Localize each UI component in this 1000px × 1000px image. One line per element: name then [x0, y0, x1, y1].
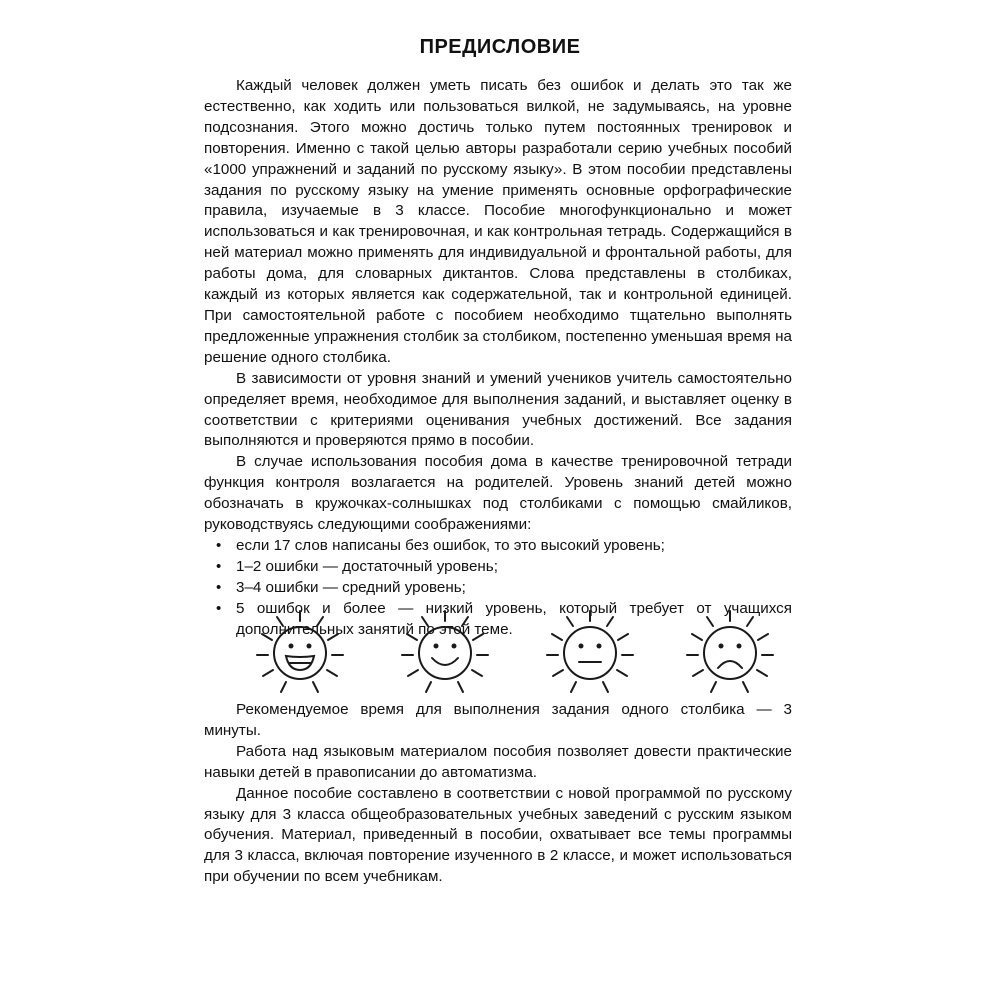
bullet-icon: • — [216, 578, 222, 596]
preface-top-text — [204, 76, 792, 640]
list-item — [204, 536, 792, 557]
paragraph: Рекомендуемое время для выполнения задания одного столбика — 3 минуты. — [204, 701, 792, 739]
list-item-text: если 17 слов написаны без ошибок, то это высокий уровень; — [236, 536, 665, 554]
bullet-icon: • — [216, 536, 222, 554]
smiley-suns-row — [255, 608, 775, 698]
list-item-text: 3–4 ошибки — средний уровень; — [236, 578, 466, 596]
list-item — [204, 578, 792, 599]
paragraph: Работа над языковым материалом пособия позволяет довести практические навыки детей в правописании до автоматизма. — [204, 742, 792, 781]
paragraph: В случае использования пособия дома в качестве тренировочной тетради функция контроля возлагается на родителей. Уровень знаний детей можно обозначать в кружочках-солнышках под столбиками с помощью смайликов, руководствуясь следующими соображениями: — [204, 453, 792, 534]
sun-neutral-icon — [545, 608, 635, 698]
page-title: ПРЕДИСЛОВИЕ — [419, 36, 581, 58]
sun-laughing-icon — [255, 608, 345, 698]
paragraph: Каждый человек должен уметь писать без ошибок и делать это так же естественно, как ходить или пользоваться вилкой, не задумываясь, на уровне подсознания. Этого можно достичь только путем постоянных тренировок и повторения. Именно с такой целью авторы разработали серию учебных пособий «1000 упражнений и заданий по русскому языку». В этом пособии представлены задания по русскому языку на умение применять основные орфографические правила, изучаемые в 3 классе. Пособие многофункционально и может использоваться и как тренировочная, и как контрольная тетрадь. Содержащийся в ней материал можно применять для индивидуальной и фронтальной работы, для работы дома, для словарных диктантов. Слова представлены в столбиках, каждый из которых является как содержательной, так и контрольной единицей. При самостоятельной работе с пособием необходимо тщательно выполнять предложенные упражнения столбик за столбиком, постепенно уменьшая время на решение одного столбика. — [204, 77, 792, 366]
sun-sad-icon — [685, 608, 775, 698]
list-item-text: 1–2 ошибки — достаточный уровень; — [236, 557, 498, 575]
bullet-icon: • — [216, 557, 222, 575]
list-item — [204, 557, 792, 578]
bullet-icon: • — [216, 599, 222, 617]
list-item-text: 5 ошибок и более — низкий уровень, который требует от учащихся дополнительных занятий по этой теме. — [236, 599, 792, 638]
preface-bottom-text — [204, 700, 792, 888]
paragraph: Данное пособие составлено в соответствии с новой программой по русскому языку для 3 класса общеобразовательных учебных заведений с русским языком обучения. Материал, приведенный в пособии, охватывает все темы программы для 3 класса, включая повторение изученного в 2 классе, и может использоваться при обучении по всем учебникам. — [204, 784, 792, 886]
paragraph: В зависимости от уровня знаний и умений учеников учитель самостоятельно определяет время, необходимое для выполнения заданий, и выставляет оценку в соответствии с критериями оценивания учебных достижений. Все задания выполняются и проверяются прямо в пособии. — [204, 369, 792, 450]
sun-smiling-icon — [400, 608, 490, 698]
